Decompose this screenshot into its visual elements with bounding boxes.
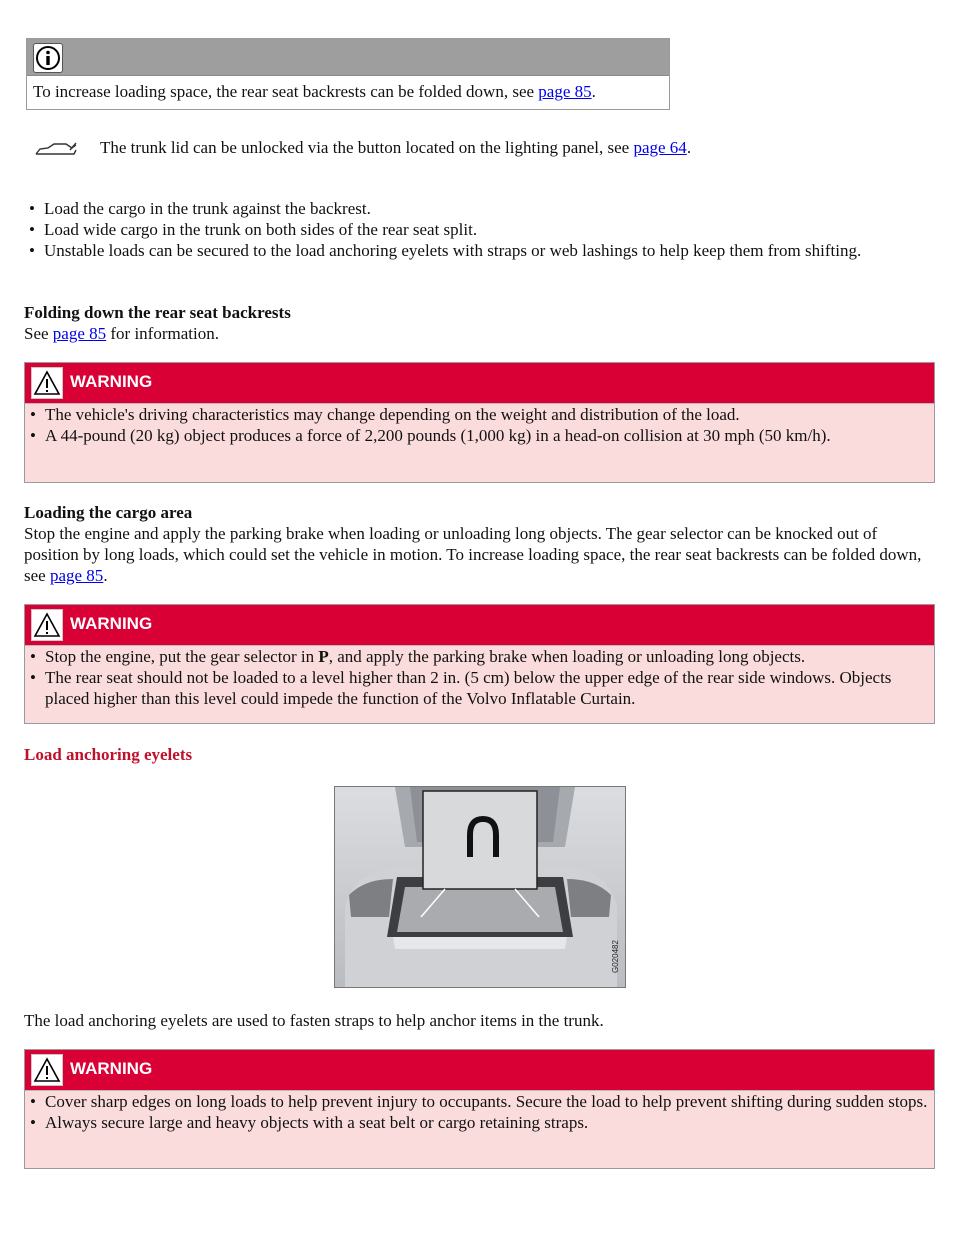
trunk-release-text: The trunk lid can be unlocked via the button located on the lighting panel, see page 64. xyxy=(100,138,692,157)
page-85-link[interactable]: page 85 xyxy=(49,566,104,585)
note-box xyxy=(26,38,670,110)
loading-text: Stop the engine and apply the parking brake when loading or unloading long objects. The gear selector can be knocked out of position by long loads, which could set the vehicle in motion. To increase loading space, the rear seat backrests can be folded down, see page 85. xyxy=(24,524,922,585)
warning-title: WARNING xyxy=(70,614,153,633)
eyelets-heading: Load anchoring eyelets xyxy=(24,745,193,764)
warning-title: WARNING xyxy=(70,372,153,391)
warning-box xyxy=(24,604,935,724)
warning-header xyxy=(25,605,934,646)
warning-list xyxy=(25,1091,934,1133)
list-item: • The vehicle's driving characteristics may change depending on the weight and distribution of the load. xyxy=(25,404,934,425)
page-85-link[interactable]: page 85 xyxy=(538,82,592,101)
list-item: • A 44-pound (20 kg) object produces a force of 2,200 pounds (1,000 kg) in a head-on collision at 30 mph (50 km/h). xyxy=(25,425,934,446)
loading-heading: Loading the cargo area xyxy=(24,503,193,522)
folding-text: See page 85 for information. xyxy=(24,324,219,343)
warning-header xyxy=(25,1050,934,1091)
image-code: G020482 xyxy=(611,940,620,973)
note-text: To increase loading space, the rear seat backrests can be folded down, see page 85. xyxy=(33,82,596,101)
warning-box xyxy=(24,362,935,483)
warning-triangle-icon xyxy=(31,609,63,641)
list-item: • Cover sharp edges on long loads to help prevent injury to occupants. Secure the load to help prevent shifting during sudden stops. xyxy=(25,1091,934,1112)
warning-list xyxy=(25,646,934,709)
trunk-eyelets-illustration xyxy=(334,786,626,988)
list-item: • Unstable loads can be secured to the load anchoring eyelets with straps or web lashings to help keep them from shifting. xyxy=(24,240,934,261)
list-item: • Load wide cargo in the trunk on both sides of the rear seat split. xyxy=(24,219,934,240)
page-64-link[interactable]: page 64 xyxy=(633,138,687,157)
list-item: • Load the cargo in the trunk against the backrest. xyxy=(24,198,934,219)
cargo-list xyxy=(24,198,934,261)
car-trunk-icon xyxy=(34,140,78,165)
warning-triangle-icon xyxy=(31,367,63,399)
warning-title: WARNING xyxy=(70,1059,153,1078)
eyelets-caption: The load anchoring eyelets are used to fasten straps to help anchor items in the trunk. xyxy=(24,1011,604,1030)
folding-heading: Folding down the rear seat backrests xyxy=(24,303,291,322)
warning-box xyxy=(24,1049,935,1169)
note-header xyxy=(27,39,669,76)
list-item: • The rear seat should not be loaded to a level higher than 2 in. (5 cm) below the upper edge of the rear side windows. Objects placed higher than this level could impede the function of the Volvo Inflatable Curtain. xyxy=(25,667,934,709)
list-item: • Always secure large and heavy objects with a seat belt or cargo retaining straps. xyxy=(25,1112,934,1133)
list-item: • Stop the engine, put the gear selector in P, and apply the parking brake when loading or unloading long objects. xyxy=(25,646,934,667)
warning-list xyxy=(25,404,934,446)
page-85-link[interactable]: page 85 xyxy=(52,324,107,343)
warning-header xyxy=(25,363,934,404)
info-icon xyxy=(33,43,63,73)
warning-triangle-icon xyxy=(31,1054,63,1086)
